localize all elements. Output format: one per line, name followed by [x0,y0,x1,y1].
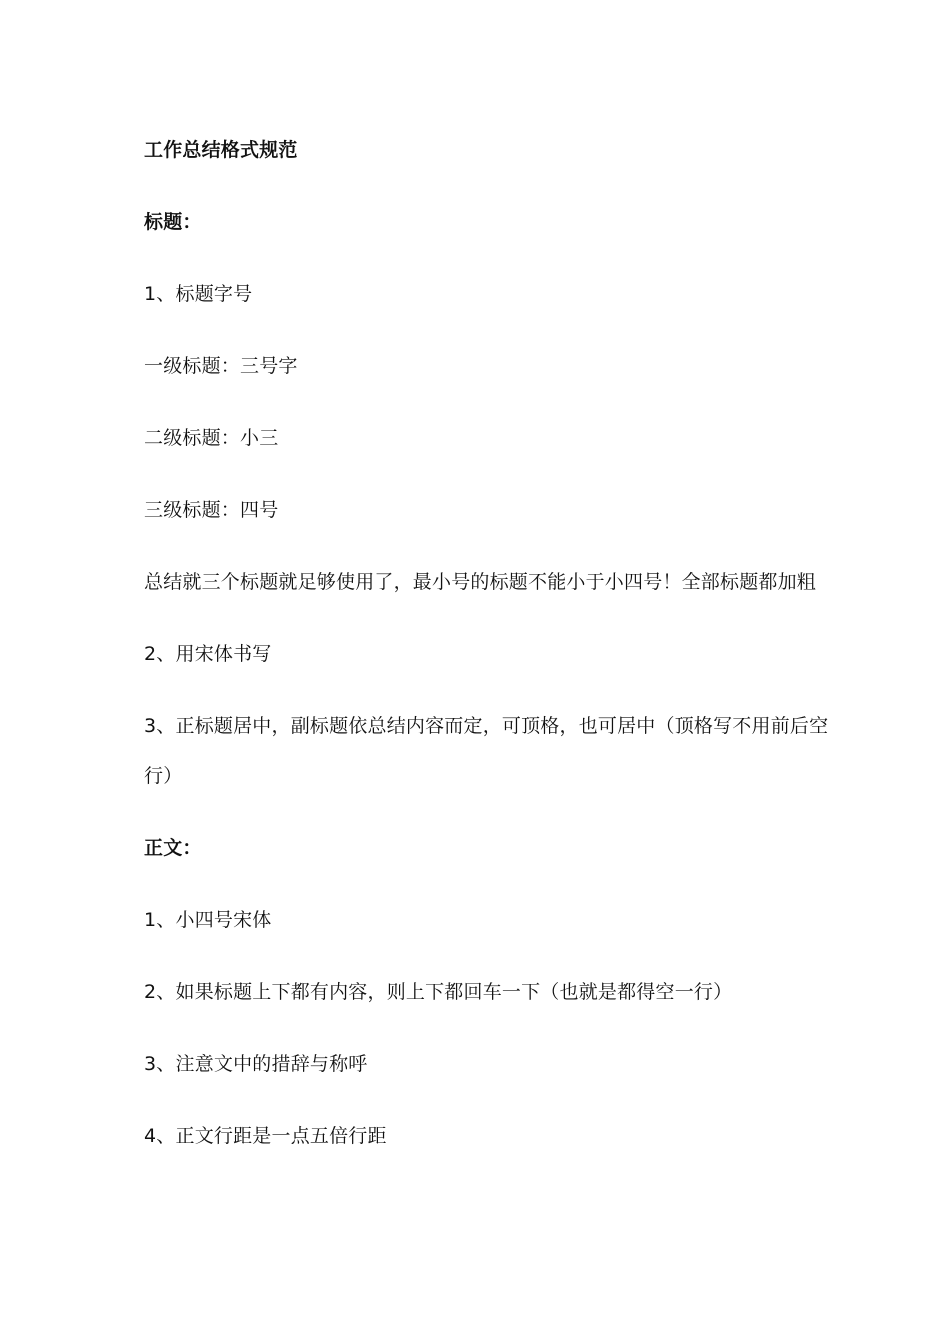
heading-note: 总结就三个标题就足够使用了，最小号的标题不能小于小四号！全部标题都加粗 [144,571,817,593]
heading-item-1: 1、标题字号 [144,283,253,305]
heading-level-2: 二级标题：小三 [144,427,279,449]
body-section-label: 正文： [144,837,202,859]
document-title: 工作总结格式规范 [144,139,298,161]
heading-item-2: 2、用宋体书写 [144,643,272,665]
heading-level-1: 一级标题：三号字 [144,355,298,377]
heading-level-3: 三级标题：四号 [144,499,279,521]
heading-section-label: 标题： [144,211,202,233]
body-item-4: 4、正文行距是一点五倍行距 [144,1125,387,1147]
heading-item-3-line-2: 行） [144,765,183,787]
heading-item-3-line-1: 3、正标题居中，副标题依总结内容而定，可顶格，也可居中（顶格写不用前后空 [144,715,829,737]
body-item-3: 3、注意文中的措辞与称呼 [144,1053,368,1075]
body-item-1: 1、小四号宋体 [144,909,272,931]
body-item-2: 2、如果标题上下都有内容，则上下都回车一下（也就是都得空一行） [144,981,733,1003]
